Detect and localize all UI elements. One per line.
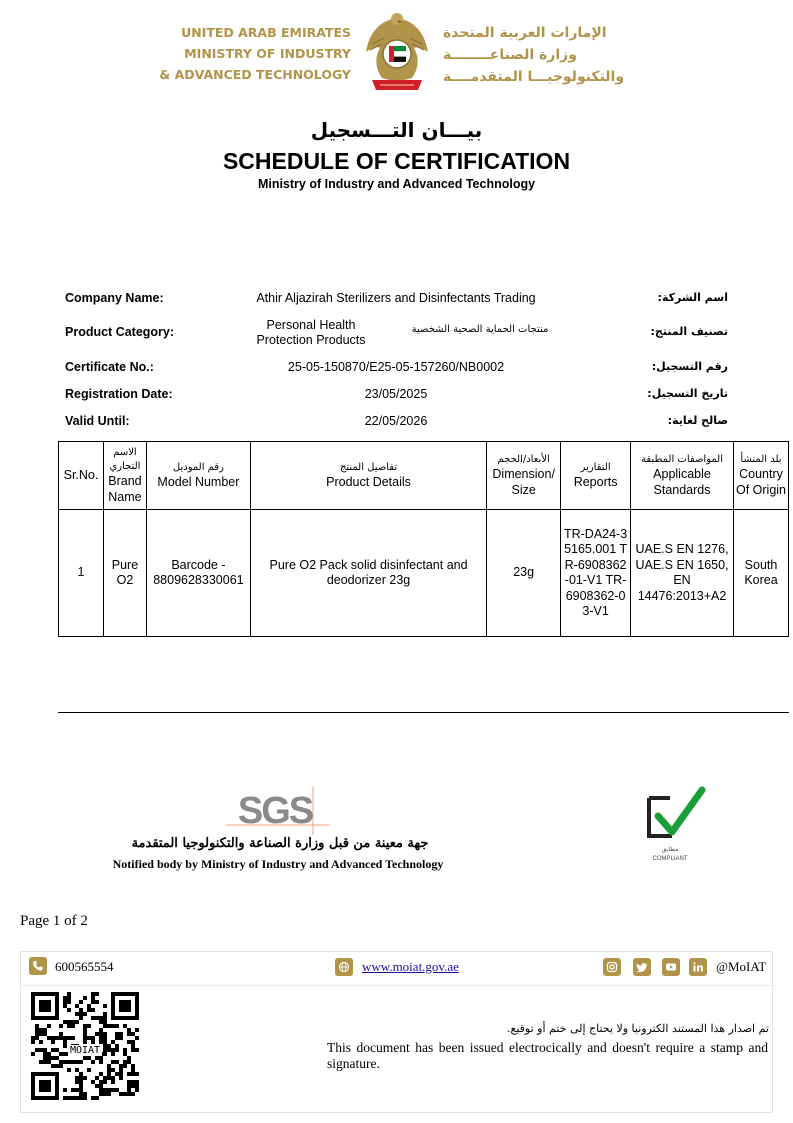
table-row <box>59 510 789 637</box>
qr-code[interactable] <box>31 992 139 1100</box>
cell-applicable-standards: UAE.S EN 1276, UAE.S EN 1650, EN 14476:2013+A2 <box>631 510 734 637</box>
cell-product-details: Pure O2 Pack solid disinfectant and deodorizer 23g <box>250 510 486 637</box>
ministry-name-line2: MINISTRY OF INDUSTRY <box>184 46 351 61</box>
page-number: Page 1 of 2 <box>20 913 88 929</box>
certificate-no-value: 25-05-150870/E25-05-157260/NB0002 <box>287 360 505 374</box>
table-header-row <box>59 442 789 510</box>
footer-divider <box>21 985 772 986</box>
valid-until-value: 22/05/2026 <box>364 414 428 428</box>
qr-code-label: MOIAT <box>69 1045 101 1056</box>
ministry-name-line3: & ADVANCED TECHNOLOGY <box>159 67 351 82</box>
company-name-label: Company Name: <box>65 291 164 305</box>
certificate-no-label-ar: رقم التسجيل: <box>651 360 728 373</box>
company-name-value: Athir Aljazirah Sterilizers and Disinfectants Trading <box>256 291 536 305</box>
footer <box>20 951 773 1113</box>
document-title-arabic: بيـــان التـــسجيل <box>310 118 483 142</box>
disclaimer-english: This document has been issued electrocically and doesn't require a stamp and signature. <box>327 1040 768 1071</box>
ministry-name-ar-line1: الإمارات العربية المتحدة <box>443 25 607 41</box>
ministry-name-line1: UNITED ARAB EMIRATES <box>181 25 351 40</box>
cell-reports: TR-DA24-35165.001 TR-6908362-01-V1 TR-6908362-03-V1 <box>561 510 631 637</box>
ministry-name-english <box>150 22 351 85</box>
product-category-value-ar: منتجات الحماية الصحية الشخصية <box>411 324 549 335</box>
social-handle[interactable]: @MoIAT <box>716 959 767 974</box>
certificate-no-label: Certificate No.: <box>65 360 154 374</box>
disclaimer-arabic: تم اصدار هذا المستند الكترونيا ولا يحتاج إلى ختم أو توقيع. <box>506 1022 769 1035</box>
website-link[interactable]: www.moiat.gov.ae <box>362 959 459 974</box>
company-name-label-ar: اسم الشركة: <box>657 291 728 304</box>
sgs-logo <box>226 787 330 835</box>
header-product-details: تفاصيل المنتج Product Details <box>250 442 486 510</box>
compliant-check-icon <box>644 786 706 866</box>
linkedin-icon[interactable] <box>689 958 707 976</box>
ministry-name-ar-line3: والتكنولوجيـــا المتقدمــــة <box>443 69 625 85</box>
uae-falcon-emblem-icon <box>362 8 432 92</box>
svg-text:SGS: SGS <box>237 790 313 832</box>
header-model-number: رقم الموديل Model Number <box>146 442 250 510</box>
compliant-label-ar: مطابق <box>661 846 679 853</box>
ministry-name-ar-line2: وزارة الصناعــــــــة <box>443 47 577 63</box>
registration-date-label-ar: تاريخ التسجيل: <box>647 387 728 400</box>
notified-body-arabic: جهة معينة من قبل وزارة الصناعة والتكنولوجيا المتقدمة <box>131 836 429 851</box>
ministry-name-arabic <box>443 22 643 88</box>
youtube-icon[interactable] <box>662 958 680 976</box>
notified-body-english: Notified body by Ministry of Industry and Advanced Technology <box>112 857 444 871</box>
cell-brand-name: Pure O2 <box>103 510 146 637</box>
cell-model-number: Barcode - 8809628330061 <box>146 510 250 637</box>
product-category-label: Product Category: <box>65 325 175 339</box>
document-title: SCHEDULE OF CERTIFICATION <box>222 148 571 174</box>
cell-country-of-origin: South Korea <box>733 510 788 637</box>
header-country-of-origin: بلد المنشأ Country Of Origin <box>733 442 788 510</box>
cell-dimension-size: 23g <box>487 510 561 637</box>
valid-until-label-ar: صالح لغاية: <box>667 414 728 427</box>
product-category-value: Personal Health Protection Products <box>256 318 366 347</box>
header-reports: التقارير Reports <box>561 442 631 510</box>
globe-icon <box>335 958 353 976</box>
header-sr-no: Sr.No. <box>59 442 104 510</box>
document-subtitle: Ministry of Industry and Advanced Technology <box>257 177 536 191</box>
registration-date-label: Registration Date: <box>65 387 173 401</box>
compliant-label: COMPLIANT <box>652 856 688 862</box>
section-divider <box>58 712 789 713</box>
phone-icon <box>29 957 47 975</box>
header-brand-name: الاسم التجاري Brand Name <box>103 442 146 510</box>
cell-sr-no: 1 <box>59 510 104 637</box>
valid-until-label: Valid Until: <box>65 414 130 428</box>
phone-number[interactable]: 600565554 <box>55 959 114 974</box>
header-applicable-standards: المواصفات المطبقة Applicable Standards <box>631 442 734 510</box>
registration-date-value: 23/05/2025 <box>364 387 428 401</box>
twitter-icon[interactable] <box>633 958 651 976</box>
product-category-label-ar: تصنيف المنتج: <box>650 325 728 338</box>
instagram-icon[interactable] <box>603 958 621 976</box>
header-dimension-size: الأبعاد/الحجم Dimension/ Size <box>487 442 561 510</box>
product-table <box>58 441 789 637</box>
